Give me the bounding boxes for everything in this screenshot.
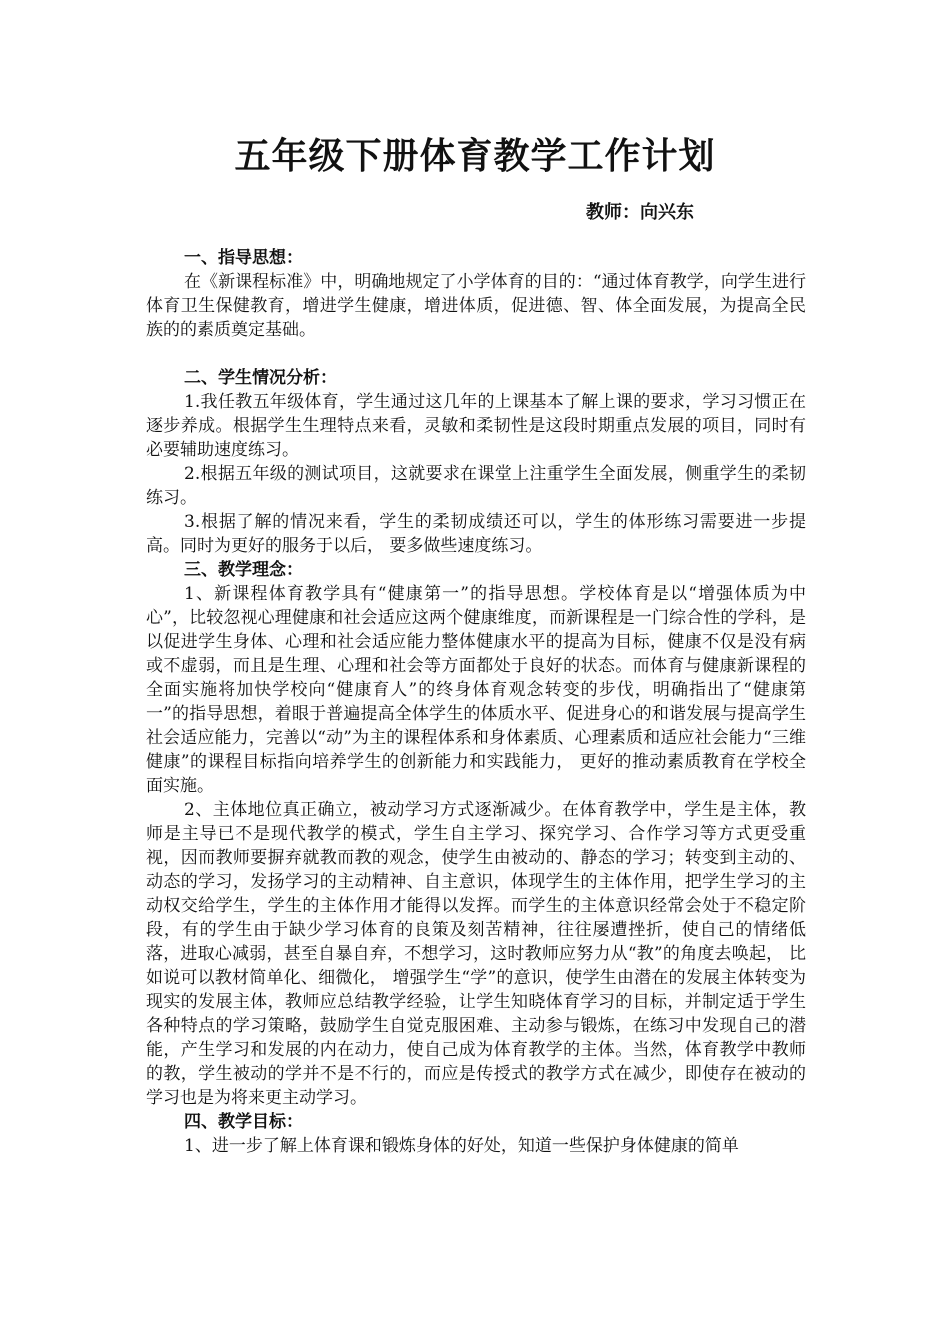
paragraph: 1、进一步了解上体育课和锻炼身体的好处，知道一些保护身体健康的简单 (184, 1136, 739, 1156)
section-heading-student-analysis: 二、学生情况分析： (184, 368, 337, 388)
paragraph: 3.根据了解的情况来看，学生的柔韧成绩还可以，学生的体形练习需要进一步提高。同时为更好的服务于以后， 要多做些速度练习。 (146, 512, 806, 556)
document-body (146, 246, 806, 1158)
document-title: 五年级下册体育教学工作计划 (234, 136, 716, 177)
section-heading-guiding-thought: 一、指导思想： (184, 248, 303, 268)
teacher-name: 教师：向兴东 (586, 202, 694, 223)
paragraph: 2.根据五年级的测试项目，这就要求在课堂上注重学生全面发展，侧重学生的柔韧练习。 (146, 464, 806, 508)
paragraph: 1.我任教五年级体育，学生通过这几年的上课基本了解上课的要求，学习习惯正在逐步养成。根据学生生理特点来看，灵敏和柔韧性是这段时期重点发展的项目，同时有必要辅助速度练习。 (146, 392, 806, 460)
paragraph: 2、主体地位真正确立，被动学习方式逐渐减少。在体育教学中，学生是主体，教师是主导已不是现代教学的模式，学生自主学习、探究学习、合作学习等方式更受重视，因而教师要摒弃就教而教的观念，使学生由被动的、静态的学习；转变到主动的、动态的学习，发扬学习的主动精神、自主意识，体现学生的主体作用，把学生学习的主动权交给学生，学生的主体作用才能得以发挥。而学生的主体意识经常会处于不稳定阶段，有的学生由于缺少学习体育的良策及刻苦精神，往往屡遭挫折，使自己的情绪低落，进取心减弱，甚至自暴自弃，不想学习，这时教师应努力从“教”的角度去唤起， 比如说可以教材简单化、细微化， 增强学生“学”的意识，使学生由潜在的发展主体转变为现实的发展主体，教师应总结教学经验，让学生知晓体育学习的目标，并制定适于学生各种特点的学习策略，鼓励学生自觉克服困难、主动参与锻炼，在练习中发现自己的潜能，产生学习和发展的内在动力，使自己成为体育教学的主体。当然，体育教学中教师的教，学生被动的学并不是不行的，而应是传授式的教学方式在减少，即使存在被动的学习也是为将来更主动学习。 (146, 800, 806, 1108)
paragraph: 1、新课程体育教学具有“健康第一”的指导思想。学校体育是以“增强体质为中心”，比较忽视心理健康和社会适应这两个健康维度，而新课程是一门综合性的学科，是以促进学生身体、心理和社会适应能力整体健康水平的提高为目标，健康不仅是没有病或不虚弱，而且是生理、心理和社会等方面都处于良好的状态。而体育与健康新课程的全面实施将加快学校向“健康育人”的终身体育观念转变的步伐，明确指出了“健康第一”的指导思想，着眼于普遍提高全体学生的体质水平、促进身心的和谐发展与提高学生社会适应能力，完善以“动”为主的课程体系和身体素质、心理素质和适应社会能力“三维健康”的课程目标指向培养学生的创新能力和实践能力， 更好的推动素质教育在学校全面实施。 (146, 584, 806, 796)
spacer (146, 342, 806, 366)
section-heading-teaching-goals: 四、教学目标： (184, 1112, 303, 1132)
paragraph: 在《新课程标准》中，明确地规定了小学体育的目的：“通过体育教学，向学生进行体育卫生保健教育，增进学生健康，增进体质，促进德、智、体全面发展，为提高全民族的的素质奠定基础。 (146, 272, 806, 340)
section-heading-teaching-philosophy: 三、教学理念： (184, 560, 303, 580)
